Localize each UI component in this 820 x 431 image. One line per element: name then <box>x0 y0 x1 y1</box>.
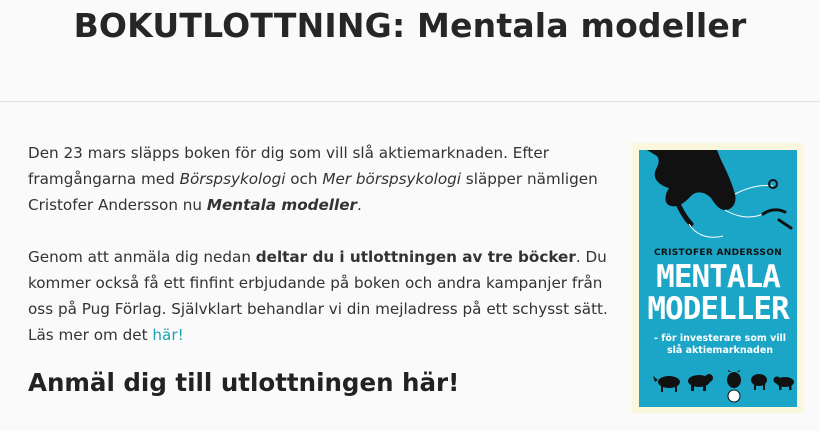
book-subtitle: - för investerare som vill slå aktiemarknaden <box>653 333 787 356</box>
intro-text: . <box>357 196 362 214</box>
intro-text: Genom att anmäla dig nedan <box>28 248 256 266</box>
signup-heading: Anmäl dig till utlottningen här! <box>28 368 460 397</box>
intro-text: . Du kommer också få ett finfint erbjudande på boken och andra kampanjer från oss på Pug Förlag. Självklart behandlar vi din mejladress på ett schysst sätt. Läs mer om det <box>28 248 608 344</box>
book-author: CRISTOFER ANDERSSON <box>653 248 782 258</box>
book-cover-frame <box>632 143 804 413</box>
intro-text: Den 23 mars släpps boken för dig som vill slå aktiemarknaden. Efter framgångarna med <box>28 144 549 188</box>
page-title: BOKUTLOTTNING: Mentala modeller <box>73 6 747 45</box>
privacy-link[interactable]: här! <box>152 326 184 344</box>
market-animals-illustration <box>639 370 797 404</box>
intro-paragraph-2 <box>28 244 618 348</box>
book-cover <box>639 150 797 407</box>
puppet-hand-illustration <box>639 150 797 250</box>
cat-icon <box>728 390 740 402</box>
bull-icon <box>751 374 767 390</box>
book-reference-mentala-modeller: Mentala modeller <box>206 196 358 214</box>
intro-paragraph-1 <box>28 140 618 218</box>
page-header <box>0 0 820 102</box>
book-reference-mer-borspsykologi: Mer börspsykologi <box>322 170 461 188</box>
intro-text: och <box>285 170 323 188</box>
book-reference-borspsykologi: Börspsykologi <box>179 170 286 188</box>
bear-icon <box>688 374 713 391</box>
bull-icon <box>653 376 680 392</box>
book-title-line-2: MODELLER <box>647 291 789 327</box>
book-title-line-1: MENTALA <box>656 259 780 295</box>
intro-text: släpper nämligen Cristofer Andersson nu <box>28 170 598 214</box>
bull-icon <box>726 370 742 388</box>
bear-icon <box>774 377 795 391</box>
intro-content <box>28 140 618 348</box>
highlight-text: deltar du i utlottningen av tre böcker <box>255 248 576 266</box>
